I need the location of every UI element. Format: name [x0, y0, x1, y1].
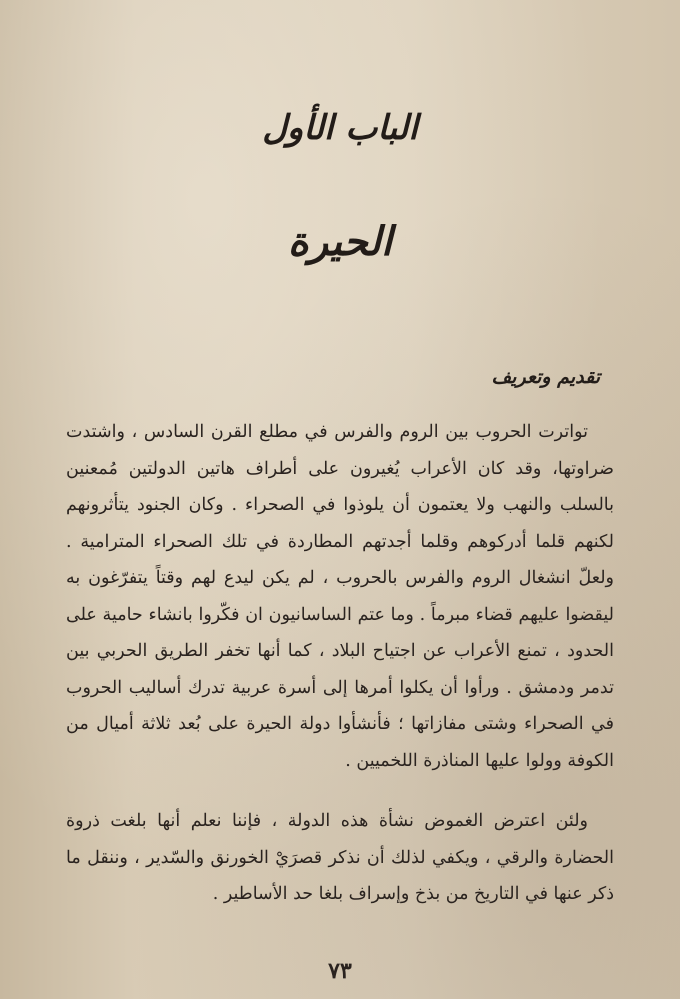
page-number: ٧٣	[328, 958, 352, 984]
paragraph-1: تواترت الحروب بين الروم والفرس في مطلع القرن السادس ، واشتدت ضراوتها، وقد كان الأعراب يُغيرون على أطراف هاتين الدولتين مُمعنين بالسلب والنهب ولا يعتمون أن يلوذوا في الصحراء . وكان الجنود يتأثرونهم لكنهم قلما أدركوهم وقلما أجدتهم المطاردة في تلك الصحراء المترامية . ولعلّ انشغال الروم والفرس بالحروب ، لم يكن ليدع لهم وقتاً يتفرّغون به ليقضوا عليهم قضاء مبرماً . وما عتم الساسانيون ان فكّروا بانشاء حامية على الحدود ، تمنع الأعراب عن اجتياح البلاد ، كما أنها تخفر الطريق الحربي بين تدمر ودمشق . ورأوا أن يكلوا أمرها إلى أسرة عربية تدرك أساليب الحروب في الصحراء وشتى مفازاتها ؛ فأنشأوا دولة الحيرة على بُعد ثلاثة أميال من الكوفة وولوا عليها المناذرة اللخميين .	[66, 422, 614, 771]
chapter-title: الباب الأول	[262, 108, 418, 148]
paragraph-2: ولئن اعترض الغموض نشأة هذه الدولة ، فإننا نعلم أنها بلغت ذروة الحضارة والرقي ، ويكفي لذلك أن نذكر قصرَيْ الخورنق والسّدير ، وننقل ما ذكر عنها في التاريخ من بذخ وإسراف بلغا حد الأساطير .	[66, 811, 614, 904]
body-text	[66, 414, 614, 913]
section-heading: تقديم وتعريف	[491, 366, 600, 388]
chapter-subtitle: الحيرة	[287, 218, 393, 265]
